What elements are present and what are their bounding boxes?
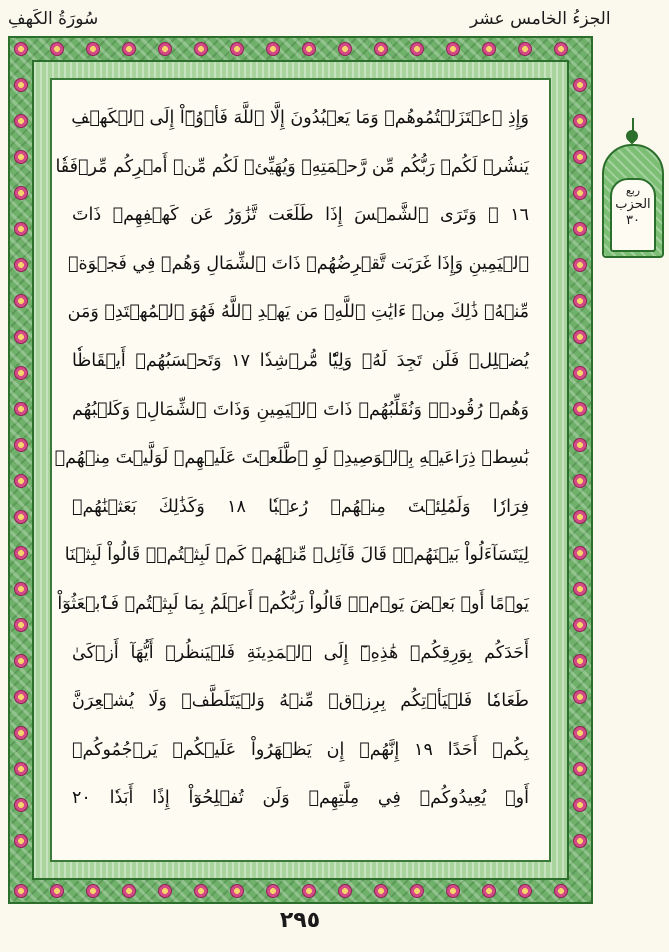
frame-flower-icon [14,114,28,128]
hizb-label: الحزب [615,197,651,212]
frame-flower-icon [14,150,28,164]
frame-flower-icon [338,42,352,56]
text-line-15: أَوۡ يُعِيدُوكُمۡ فِي مِلَّتِهِمۡ وَلَن تُفۡلِحُوٓاْ إِذًا أَبَدٗا ٢٠ [72,788,529,809]
frame-flower-icon [14,438,28,452]
frame-flower-icon [14,186,28,200]
ornamental-frame [8,36,593,904]
frame-flower-icon [14,258,28,272]
text-line-6: يُضۡلِلۡ فَلَن تَجِدَ لَهُۥ وَلِيّٗا مُّرۡشِدٗا ١٧ وَتَحۡسَبُهُمۡ أَيۡقَاظٗا [72,350,529,371]
frame-flower-icon [14,546,28,560]
frame-flower-icon [14,222,28,236]
frame-flower-icon [482,42,496,56]
frame-flower-icon [573,330,587,344]
frame-flower-icon [122,42,136,56]
frame-flower-icon [573,618,587,632]
surah-header: سُورَةُ الكَهفِ [8,9,99,29]
frame-flower-icon [302,42,316,56]
frame-flower-icon [50,42,64,56]
frame-flower-icon [14,690,28,704]
frame-flower-icon [338,884,352,898]
frame-flower-icon [194,884,208,898]
frame-flower-icon [14,294,28,308]
quran-text-panel [50,78,551,862]
frame-flower-icon [573,294,587,308]
juz-header: الجزءُ الخامس عشر [470,9,611,29]
frame-flower-icon [446,42,460,56]
frame-flower-icon [573,438,587,452]
frame-flower-icon [194,42,208,56]
hizb-number: ٣٠ [626,213,640,228]
frame-flower-icon [573,258,587,272]
frame-flower-icon [14,78,28,92]
text-line-10: لِيَتَسَآءَلُواْ بَيۡنَهُمۡۚ قَالَ قَآئِلٞ مِّنۡهُمۡ كَمۡ لَبِثۡتُمۡۖ قَالُواْ لَبِثۡنَا [64,545,529,566]
frame-flower-icon [573,726,587,740]
frame-flower-icon [410,42,424,56]
frame-flower-icon [573,582,587,596]
page-number: ٢٩٥ [279,908,321,933]
frame-flower-icon [573,474,587,488]
frame-flower-icon [573,222,587,236]
frame-flower-icon [14,582,28,596]
frame-flower-icon [14,726,28,740]
frame-flower-icon [573,186,587,200]
text-line-13: طَعَامٗا فَلۡيَأۡتِكُم بِرِزۡقٖ مِّنۡهُ وَلۡيَتَلَطَّفۡ وَلَا يُشۡعِرَنَّ [72,691,529,712]
frame-flower-icon [554,42,568,56]
frame-flower-icon [266,884,280,898]
frame-flower-icon [14,798,28,812]
inner-frame-band [32,60,569,880]
frame-flower-icon [302,884,316,898]
frame-flower-icon [14,884,28,898]
frame-flower-icon [573,798,587,812]
frame-flower-icon [573,366,587,380]
text-line-12: أَحَدَكُم بِوَرِقِكُمۡ هَٰذِهِۦٓ إِلَى ٱلۡمَدِينَةِ فَلۡيَنظُرۡ أَيُّهَآ أَزۡكَىٰ [72,642,529,663]
hizb-marker [602,118,664,258]
text-line-1: وَإِذِ ٱعۡتَزَلۡتُمُوهُمۡ وَمَا يَعۡبُدُونَ إِلَّا ٱللَّهَ فَأۡوُۥٓاْ إِلَى ٱلۡكَهۡفِ [71,108,529,128]
frame-flower-icon [158,42,172,56]
frame-flower-icon [573,402,587,416]
rub-label: ربع [625,184,641,197]
frame-flower-icon [573,546,587,560]
frame-flower-icon [14,618,28,632]
frame-flower-icon [518,42,532,56]
frame-flower-icon [482,884,496,898]
frame-flower-icon [14,834,28,848]
text-line-8: بَٰسِطٞ ذِرَاعَيۡهِ بِٱلۡوَصِيدِۚ لَوِ ٱطَّلَعۡتَ عَلَيۡهِمۡ لَوَلَّيۡتَ مِنۡهُمۡ [54,448,529,469]
text-line-11: يَوۡمًا أَوۡ بَعۡضَ يَوۡمٖۚ قَالُواْ رَبُّكُمۡ أَعۡلَمُ بِمَا لَبِثۡتُمۡ فَٱبۡعَثُوٓاْ [57,593,529,614]
marker-label-box [610,178,656,252]
frame-flower-icon [14,402,28,416]
frame-flower-icon [554,884,568,898]
frame-flower-icon [86,884,100,898]
frame-flower-icon [410,884,424,898]
text-line-3: ١٦ ۞ وَتَرَى ٱلشَّمۡسَ إِذَا طَلَعَت تَّزَٰوَرُ عَن كَهۡفِهِمۡ ذَاتَ [72,205,529,226]
text-line-14: بِكُمۡ أَحَدًا ١٩ إِنَّهُمۡ إِن يَظۡهَرُواْ عَلَيۡكُمۡ يَرۡجُمُوكُمۡ [72,739,529,760]
frame-flower-icon [573,150,587,164]
frame-flower-icon [573,114,587,128]
verse-lines [52,94,549,823]
frame-flower-icon [573,834,587,848]
frame-flower-icon [86,42,100,56]
frame-flower-icon [230,884,244,898]
text-line-5: مِّنۡهُۚ ذَٰلِكَ مِنۡ ءَايَٰتِ ٱللَّهِۗ مَن يَهۡدِ ٱللَّهُ فَهُوَ ٱلۡمُهۡتَدِۖ وَمَن [67,302,529,323]
frame-flower-icon [14,654,28,668]
frame-flower-icon [374,42,388,56]
frame-flower-icon [14,42,28,56]
frame-flower-icon [14,510,28,524]
frame-flower-icon [446,884,460,898]
text-line-7: وَهُمۡ رُقُودٞۚ وَنُقَلِّبُهُمۡ ذَاتَ ٱلۡيَمِينِ وَذَاتَ ٱلشِّمَالِۖ وَكَلۡبُهُم [72,399,529,420]
frame-flower-icon [158,884,172,898]
frame-flower-icon [573,654,587,668]
text-line-2: يَنشُرۡ لَكُمۡ رَبُّكُم مِّن رَّحۡمَتِهِۦ وَيُهَيِّئۡ لَكُم مِّنۡ أَمۡرِكُم مِّرۡفَقٗا [55,156,529,177]
frame-flower-icon [122,884,136,898]
frame-flower-icon [14,762,28,776]
frame-flower-icon [573,690,587,704]
frame-flower-icon [573,762,587,776]
frame-flower-icon [14,366,28,380]
frame-flower-icon [374,884,388,898]
frame-flower-icon [573,78,587,92]
frame-flower-icon [518,884,532,898]
frame-flower-icon [14,474,28,488]
marker-finial-icon [624,128,641,145]
frame-flower-icon [230,42,244,56]
frame-flower-icon [573,510,587,524]
frame-flower-icon [50,884,64,898]
frame-flower-icon [266,42,280,56]
frame-flower-icon [14,330,28,344]
text-line-4: ٱلۡيَمِينِ وَإِذَا غَرَبَت تَّقۡرِضُهُمۡ ذَاتَ ٱلشِّمَالِ وَهُمۡ فِي فَجۡوَةٖ [67,253,529,274]
text-line-9: فِرَارٗا وَلَمُلِئۡتَ مِنۡهُمۡ رُعۡبٗا ١٨ وَكَذَٰلِكَ بَعَثۡنَٰهُمۡ [72,496,529,517]
